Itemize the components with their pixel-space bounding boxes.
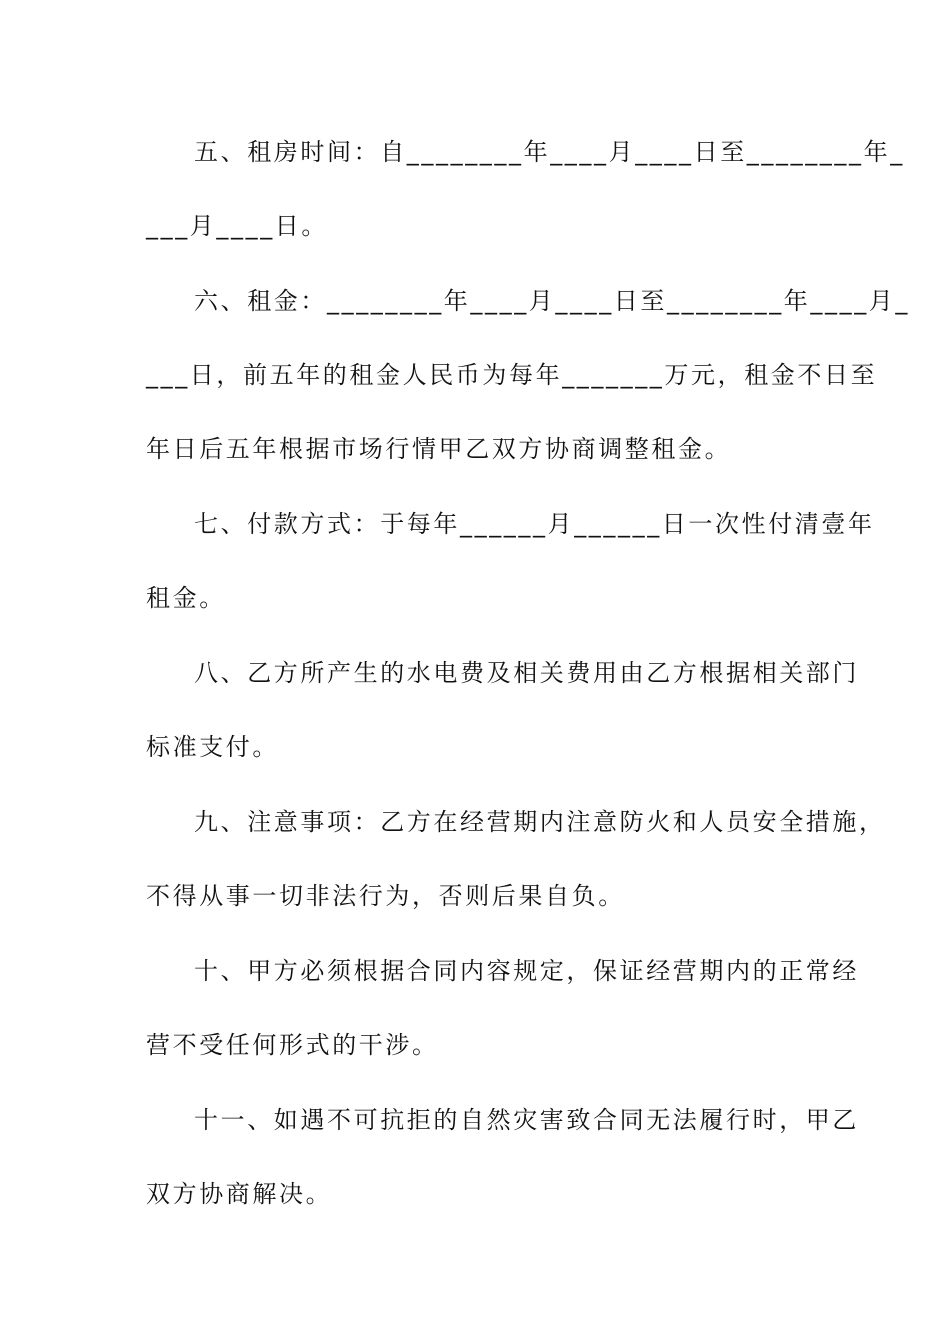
clause-10-party-a-line-1: 十、甲方必须根据合同内容规定，保证经营期内的正常经 — [194, 957, 859, 985]
clause-8-utilities-line-2: 标准支付。 — [146, 733, 279, 761]
clause-9-notes-line-1: 九、注意事项：乙方在经营期内注意防火和人员安全措施， — [194, 808, 886, 836]
clause-6-rent-line-2: ___日，前五年的租金人民币为每年_______万元，租金不日至 — [146, 361, 878, 389]
clause-6-rent-line-3: 年日后五年根据市场行情甲乙双方协商调整租金。 — [146, 435, 732, 463]
clause-6-rent-line-1: 六、租金：________年____月____日至________年____月_ — [194, 287, 910, 315]
clause-5-rental-period-line-1: 五、租房时间：自________年____月____日至________年_ — [194, 138, 905, 166]
clause-10-party-a-line-2: 营不受任何形式的干涉。 — [146, 1031, 439, 1059]
clause-8-utilities-line-1: 八、乙方所产生的水电费及相关费用由乙方根据相关部门 — [194, 659, 859, 687]
clause-11-force-majeure-line-1: 十一、如遇不可抗拒的自然灾害致合同无法履行时，甲乙 — [194, 1106, 859, 1134]
clause-9-notes-line-2: 不得从事一切非法行为，否则后果自负。 — [146, 882, 625, 910]
clause-7-payment-line-1: 七、付款方式：于每年______月______日一次性付清壹年 — [194, 510, 875, 538]
clause-11-force-majeure-line-2: 双方协商解决。 — [146, 1180, 333, 1208]
clause-5-rental-period-line-2: ___月____日。 — [146, 212, 328, 240]
clause-7-payment-line-2: 租金。 — [146, 584, 226, 612]
